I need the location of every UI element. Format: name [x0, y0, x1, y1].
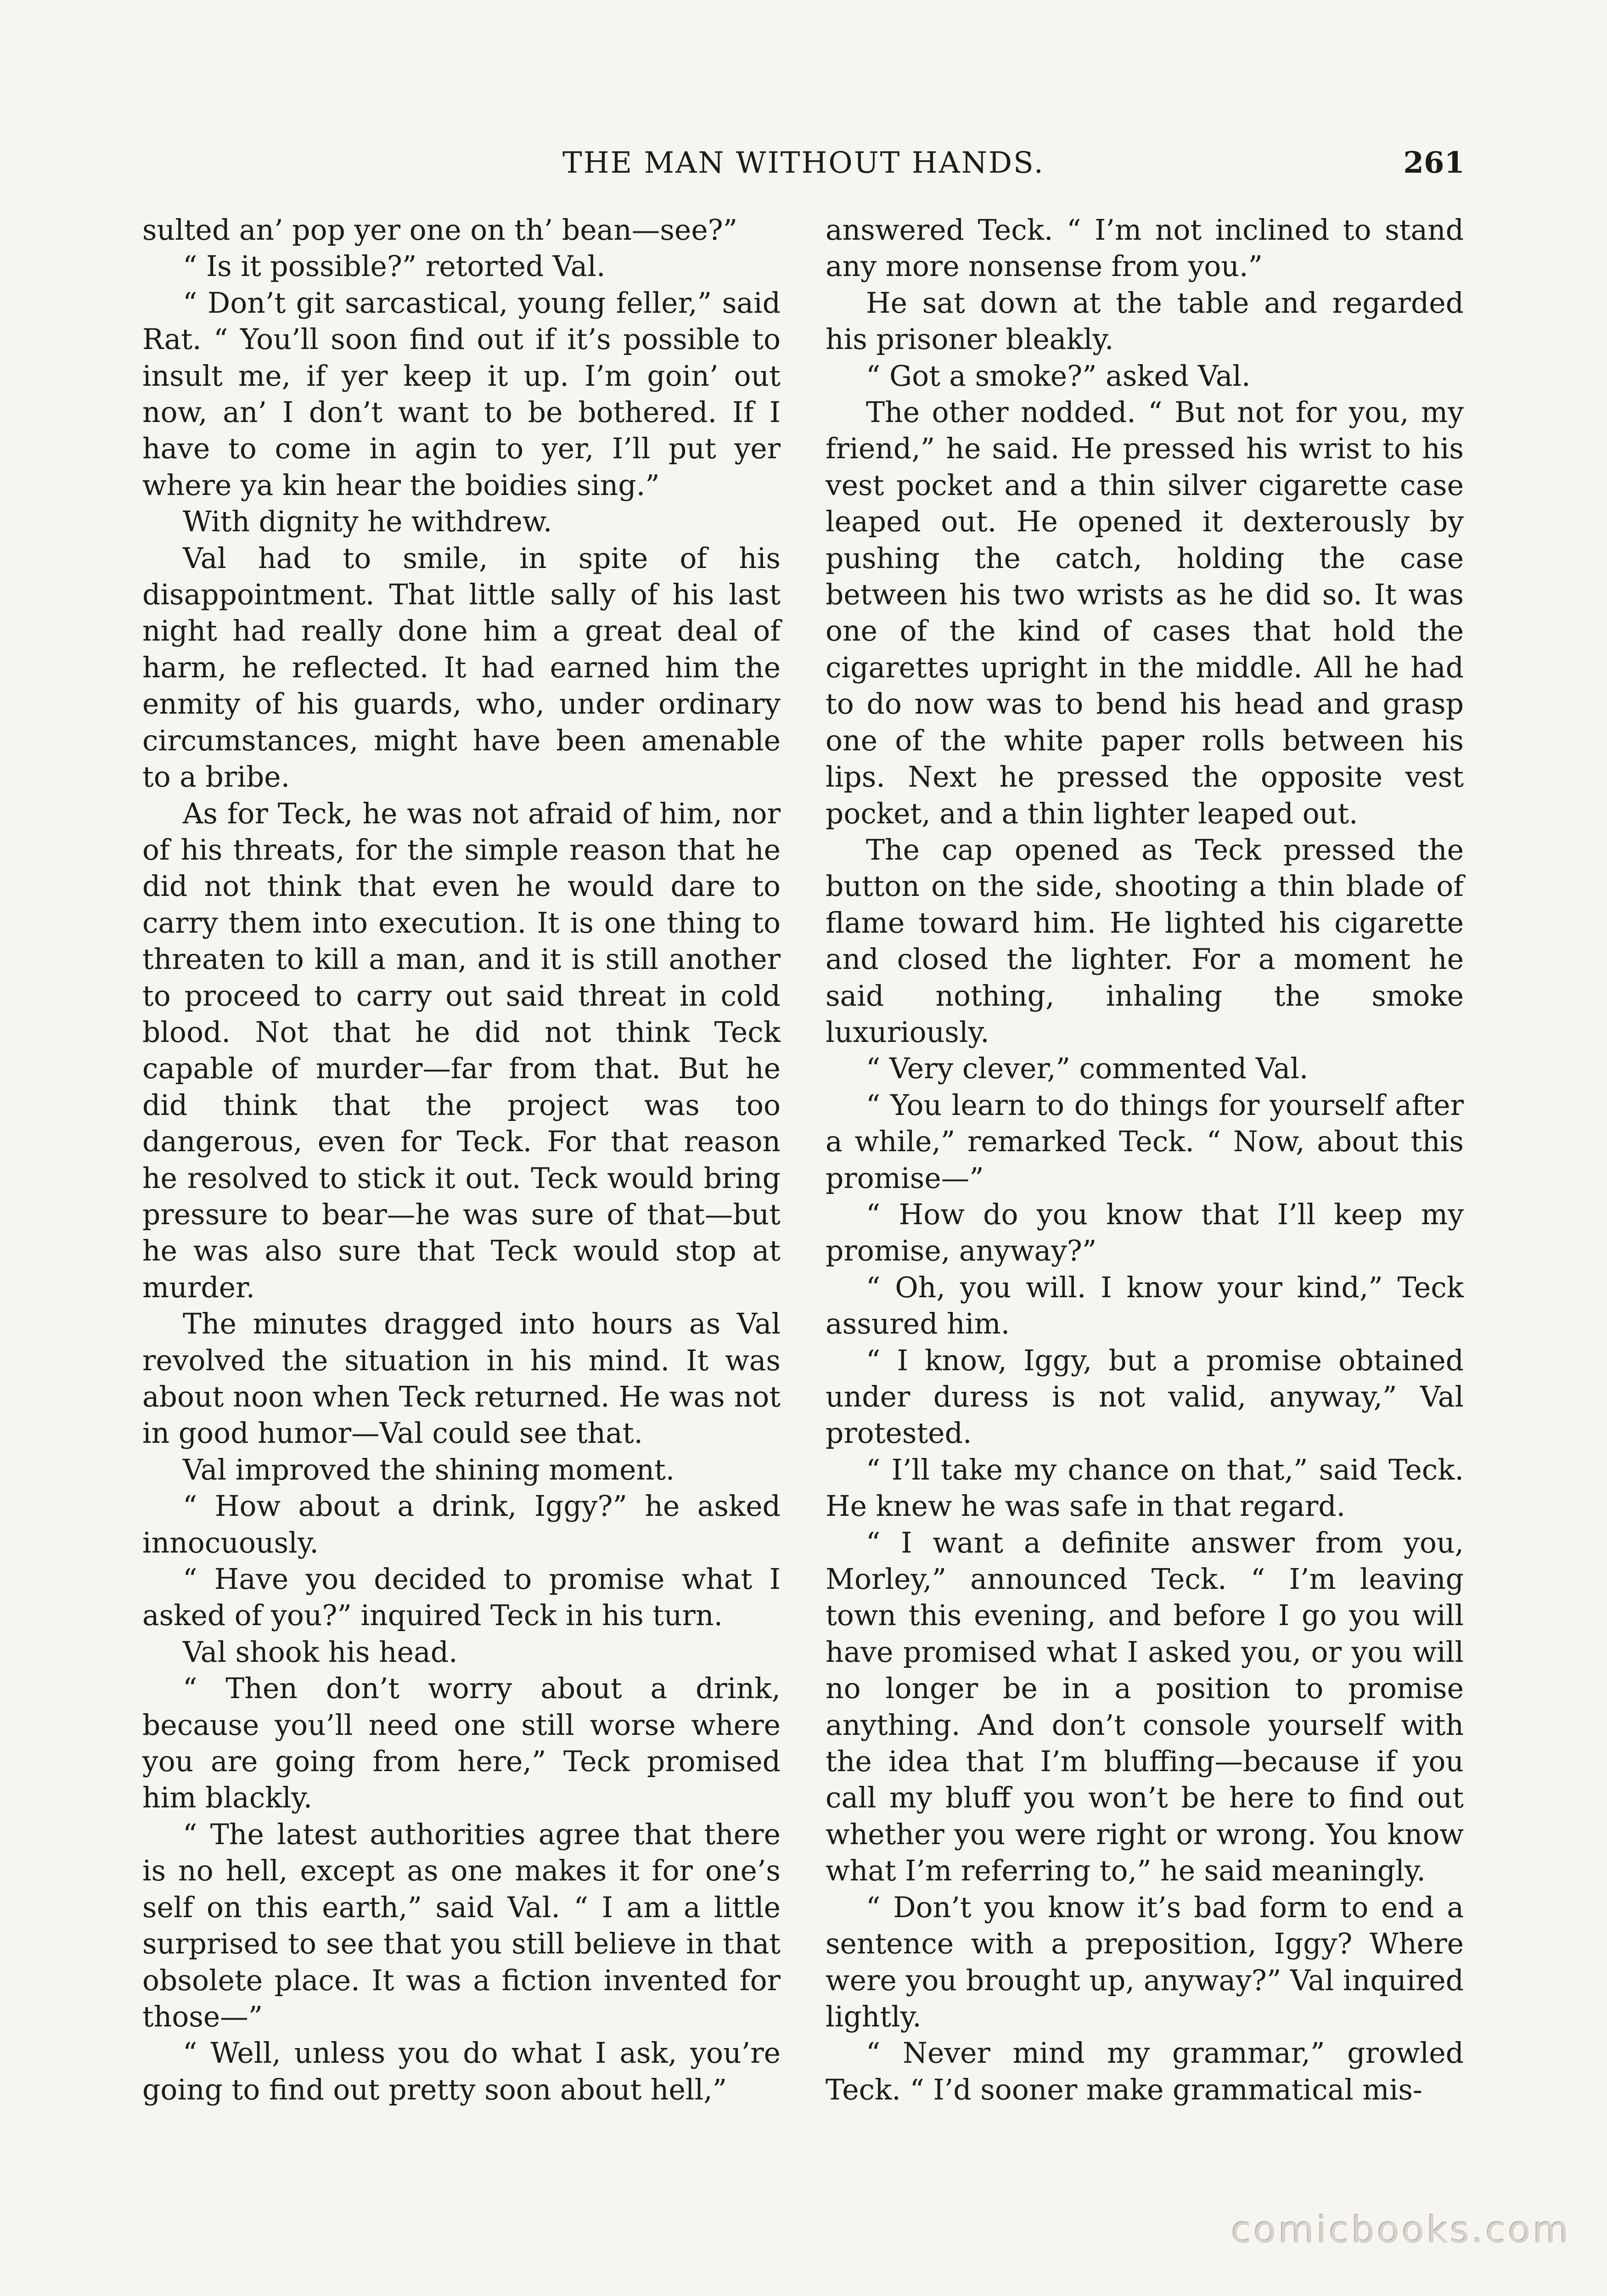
paragraph: “ I’ll take my chance on that,” said Teck. He knew he was safe in that regard. — [826, 1453, 1464, 1523]
right-column — [826, 212, 1464, 2108]
paragraph: “ Got a smoke?” asked Val. — [866, 359, 1251, 393]
paragraph: Val shook his head. — [183, 1635, 458, 1669]
page-number: 261 — [1403, 146, 1465, 180]
paragraph: He sat down at the table and regarded his prisoner bleakly. — [826, 286, 1464, 356]
paragraph: “ Oh, you will. I know your kind,” Teck assured him. — [826, 1271, 1464, 1341]
paragraph: With dignity he withdrew. — [183, 505, 552, 539]
paragraph: “ Very clever,” commented Val. — [866, 1052, 1309, 1086]
paragraph: “ Don’t you know it’s bad form to end a sentence with a preposition, Iggy? Where were you brought up, anyway?” Val inquired lightly. — [826, 1891, 1464, 2033]
page-header — [138, 138, 1469, 188]
paragraph: The other nodded. “ But not for you, my friend,” he said. He pressed his wrist to his vest pocket and a thin silver cigarette case leaped out. He opened it dexterously by pushing the catch, holding the case between his two wrists as he did so. It was one of the kind of cases that hold the cigarettes upright in the middle. All he had to do now was to bend his head and grasp one of the white paper rolls between his lips. Next he pressed the opposite vest pocket, and a thin lighter leaped out. — [826, 396, 1464, 830]
paragraph: sulted an’ pop yer one on th’ bean—see?” — [142, 214, 738, 247]
paragraph: “ Then don’t worry about a drink, because you’ll need one still worse where you are going from here,” Teck promised him blackly. — [142, 1672, 781, 1815]
paragraph: “ Well, unless you do what I ask, you’re going to find out pretty soon about hell,” — [142, 2037, 781, 2106]
paragraph: “ You learn to do things for yourself after a while,” remarked Teck. “ Now, about this promise—” — [826, 1088, 1464, 1195]
paragraph: Val had to smile, in spite of his disappointment. That little sally of his last night had really done him a great deal of harm, he reflected. It had earned him the enmity of his guards, who, under ordinary circumstances, might have been amenable to a bribe. — [142, 541, 781, 794]
paragraph: “ I know, Iggy, but a promise obtained under duress is not valid, anyway,” Val protested. — [826, 1344, 1464, 1450]
paragraph: “ The latest authorities agree that there is no hell, except as one makes it for one’s self on this earth,” said Val. “ I am a little surprised to see that you still believe in that obsolete place. It was a fiction invented for those—” — [142, 1818, 781, 2033]
paragraph: Val improved the shining moment. — [183, 1453, 675, 1486]
paragraph: “ I want a definite answer from you, Morley,” announced Teck. “ I’m leaving town this evening, and before I go you will have promised what I asked you, or you will no longer be in a position to promise anything. And don’t console yourself with the idea that I’m bluffing—because if you call my bluff you won’t be here to find out whether you were right or wrong. You know what I’m referring to,” he said meaningly. — [826, 1526, 1464, 1888]
paragraph: “ Don’t git sarcastical, young feller,” said Rat. “ You’ll soon find out if it’s possible to insult me, if yer keep it up. I’m goin’ out now, an’ I don’t want to be bothered. If I have to come in agin to yer, I’ll put yer where ya kin hear the boidies sing.” — [142, 286, 781, 502]
running-title: THE MAN WITHOUT HANDS. — [562, 146, 1045, 180]
paragraph: “ How do you know that I’ll keep my promise, anyway?” — [826, 1198, 1464, 1268]
left-column — [142, 212, 781, 2108]
paragraph: “ Never mind my grammar,” growled Teck. “ I’d sooner make grammatical mis- — [826, 2037, 1464, 2106]
paragraph: “ How about a drink, Iggy?” he asked innocuously. — [142, 1490, 781, 1559]
watermark: comicbooks.com — [1231, 2209, 1571, 2251]
paragraph: “ Is it possible?” retorted Val. — [183, 250, 606, 283]
paragraph: answered Teck. “ I’m not inclined to stand any more nonsense from you.” — [826, 214, 1464, 283]
paragraph: The cap opened as Teck pressed the button on the side, shooting a thin blade of flame toward him. He lighted his cigarette and closed the lighter. For a moment he said nothing, inhaling the smoke luxuriously. — [826, 833, 1464, 1049]
paragraph: The minutes dragged into hours as Val revolved the situation in his mind. It was about noon when Teck returned. He was not in good humor—Val could see that. — [142, 1307, 781, 1450]
paragraph: “ Have you decided to promise what I asked of you?” inquired Teck in his turn. — [142, 1563, 781, 1632]
paragraph: As for Teck, he was not afraid of him, nor of his threats, for the simple reason that he did not think that even he would dare to carry them into execution. It is one thing to threaten to kill a man, and it is still another to proceed to carry out said threat in cold blood. Not that he did not think Teck capable of murder—far from that. But he did think that the project was too dangerous, even for Teck. For that reason he resolved to stick it out. Teck would bring pressure to bear—he was sure of that—but he was also sure that Teck would stop at murder. — [142, 797, 781, 1304]
